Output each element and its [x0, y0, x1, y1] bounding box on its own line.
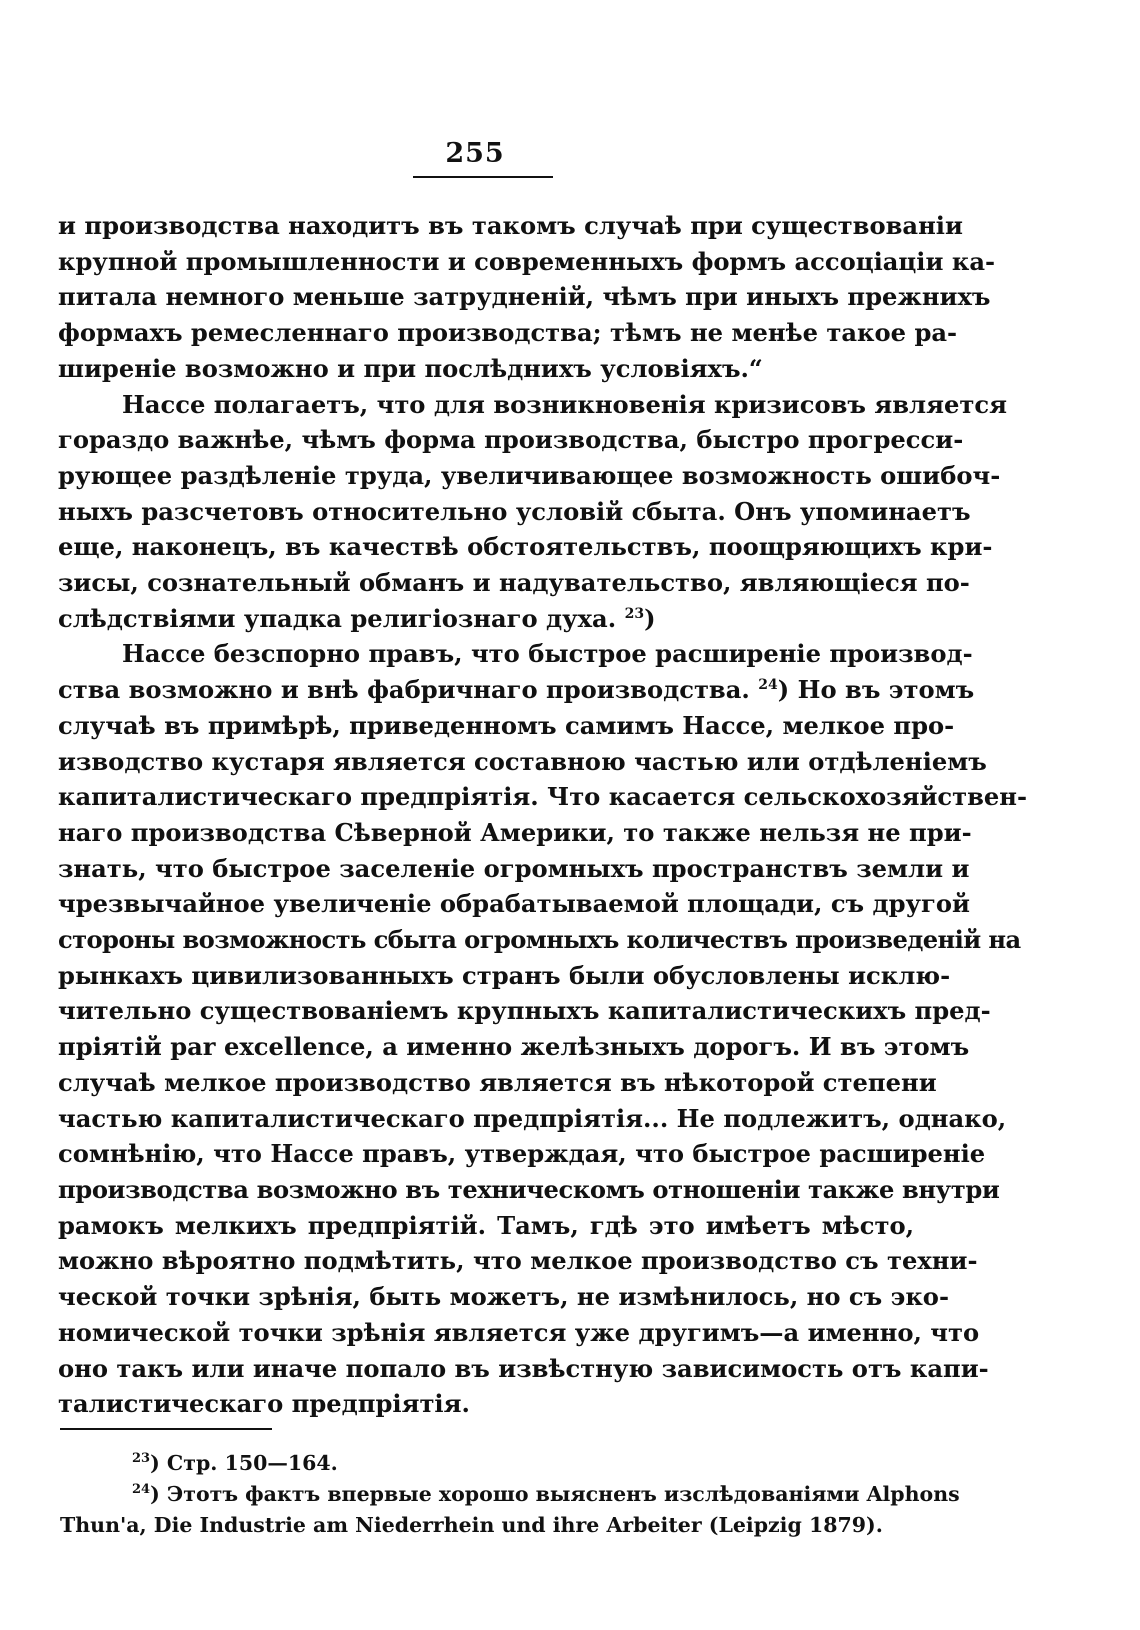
text-line: ширеніе возможно и при послѣднихъ условіяхъ.“ [58, 353, 763, 383]
text-line: пріятій par excellence, а именно желѣзныхъ дорогъ. И въ этомъ [58, 1032, 970, 1062]
text-line: и производства находитъ въ такомъ случаѣ при существованіи [58, 211, 963, 240]
footnote-text: ) Стр. 150—164. [150, 1451, 338, 1475]
text-line: ства возможно и внѣ фабричнаго производства. $^{24}$) Но въ этомъ [58, 675, 975, 705]
text-line: наго производства Сѣверной Америки, то также нельзя не при- [58, 817, 972, 847]
text-fragment: слѣдствіями упадка религіознаго духа. [58, 603, 617, 633]
text-line: рующее раздѣленіе труда, увеличивающее возможность ошибоч- [58, 460, 1001, 490]
text-line: стороны возможность сбыта огромныхъ количествъ произведеній на [58, 925, 1021, 955]
text-line: случаѣ въ примѣрѣ, приведенномъ самимъ Нассе, мелкое про- [58, 710, 955, 740]
text-line: знать, что быстрое заселеніе огромныхъ пространствъ земли и [58, 853, 970, 883]
footnote-reference[interactable]: 23 [624, 605, 645, 622]
footnote-24 [60, 1479, 960, 1510]
text-line: талистическаго предпріятія. [58, 1389, 470, 1419]
text-line: гораздо важнѣе, чѣмъ форма производства, быстро прогресси- [58, 425, 964, 455]
text-line: ческой точки зрѣнія, быть можетъ, не измѣнилось, но съ эко- [58, 1282, 949, 1312]
text-line: слѣдствіями упадка религіознаго духа. $^{23}$) [58, 603, 656, 633]
footnote-mark: 24 [132, 1482, 151, 1498]
text-line: сомнѣнію, что Нассе правъ, утверждая, что быстрое расширеніе [58, 1139, 986, 1169]
text-line: оно такъ или иначе попало въ извѣстную зависимость отъ капи- [58, 1353, 989, 1383]
text-line: случаѣ мелкое производство является въ нѣкоторой степени [58, 1067, 937, 1097]
text-line: зисы, сознательный обманъ и надувательство, являющіеся по- [58, 568, 970, 598]
text-line: чительно существованіемъ крупныхъ капиталистическихъ пред- [58, 996, 991, 1026]
text-line: чрезвычайное увеличеніе обрабатываемой площади, съ другой [58, 889, 970, 919]
text-line: рынкахъ цивилизованныхъ странъ были обусловлены исклю- [58, 960, 951, 990]
text-line: изводство кустаря является составною частью или отдѣленіемъ [58, 746, 987, 776]
text-line: можно вѣроятно подмѣтить, что мелкое производство съ техни- [58, 1246, 978, 1276]
text-line: питала немного меньше затрудненій, чѣмъ при иныхъ прежнихъ [58, 282, 991, 312]
footnote-text: ) Этотъ фактъ впервые хорошо выясненъ изслѣдованіями Alphons [150, 1482, 960, 1506]
text-line: номической точки зрѣнія является уже другимъ—а именно, что [58, 1317, 980, 1347]
text-line: частью капиталистическаго предпріятія... Не подлежитъ, однако, [58, 1103, 1007, 1133]
text-line: еще, наконецъ, въ качествѣ обстоятельствъ, поощряющихъ кри- [58, 532, 993, 562]
text-line: формахъ ремесленнаго производства; тѣмъ не менѣе такое ра- [58, 318, 958, 348]
text-line: ныхъ разсчетовъ относительно условій сбыта. Онъ упоминаетъ [58, 496, 971, 526]
body-text [58, 208, 1028, 1422]
text-fragment: ства возможно и внѣ фабричнаго производства. [58, 675, 750, 705]
text-fragment: Но въ этомъ [797, 675, 975, 705]
text-line: капиталистическаго предпріятія. Что касается сельскохозяйствен- [58, 782, 1028, 812]
page-number-rule [413, 176, 553, 178]
footnote-mark: 23 [132, 1451, 151, 1467]
text-line: Нассе полагаетъ, что для возникновенія кризисовъ является [122, 389, 1007, 419]
text-line: крупной промышленности и современныхъ формъ ассоціаціи ка- [58, 246, 996, 276]
footnote-reference[interactable]: 24 [758, 677, 778, 694]
page-number: 255 [445, 138, 505, 169]
footnotes [60, 1448, 960, 1541]
footnote-separator [60, 1428, 272, 1430]
text-line: рамокъ мелкихъ предпріятій. Тамъ, гдѣ это имѣетъ мѣсто, [58, 1210, 914, 1240]
text-line: Нассе безспорно правъ, что быстрое расширеніе производ- [122, 639, 973, 669]
footnote-24-continuation: Thun'a, Die Industrie am Niederrhein und ihre Arbeiter (Leipzig 1879). [60, 1513, 883, 1537]
footnote-23 [60, 1448, 916, 1479]
text-line: производства возможно въ техническомъ отношеніи также внутри [58, 1174, 1000, 1204]
